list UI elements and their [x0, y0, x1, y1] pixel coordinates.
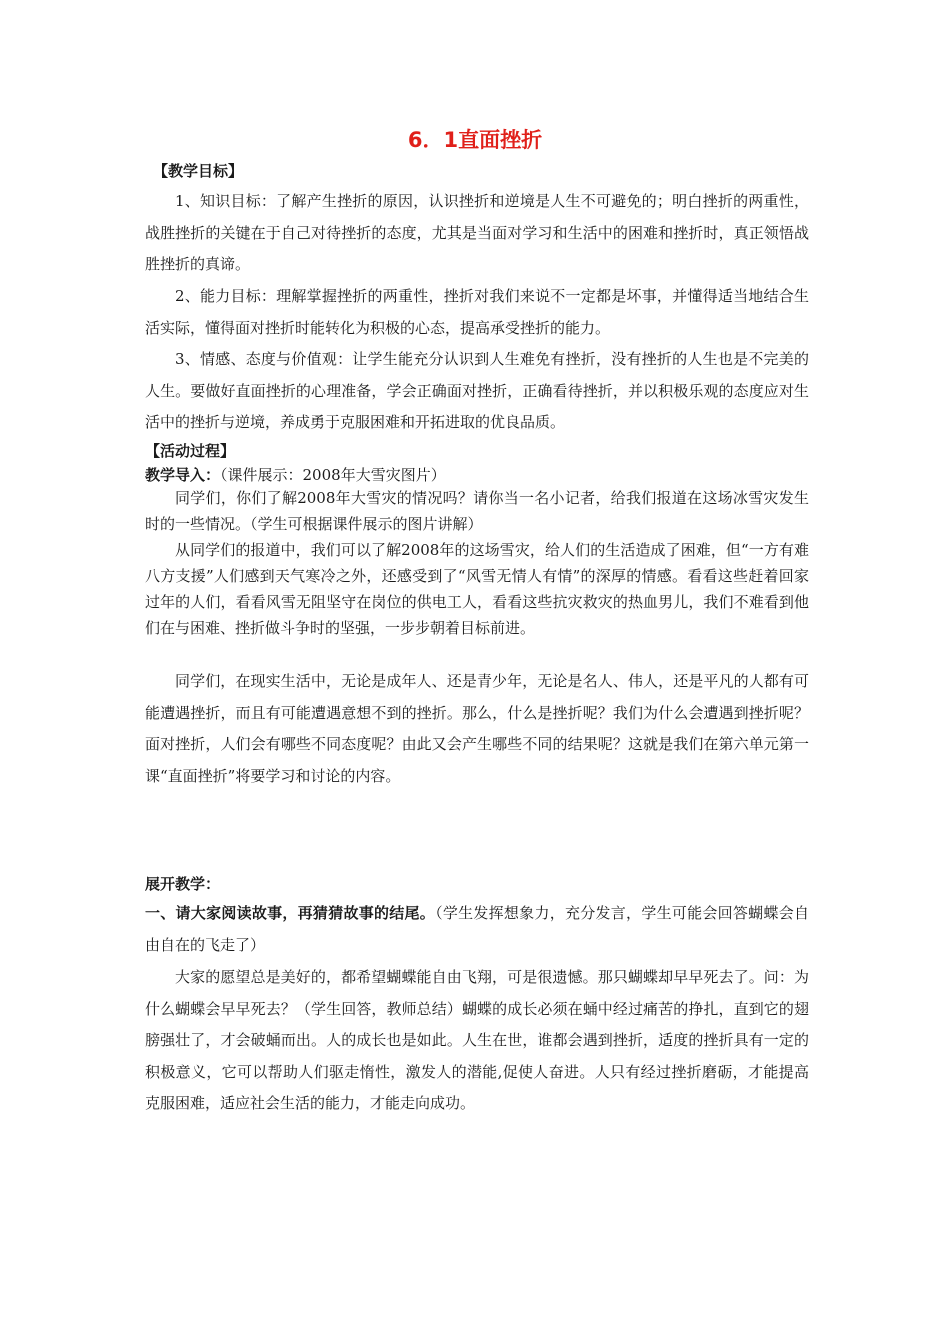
section-one-paragraph: 大家的愿望总是美好的，都希望蝴蝶能自由飞翔，可是很遗憾。那只蝴蝶却早早死去了。问：为什么蝴蝶会早早死去？（学生回答，教师总结）蝴蝶的成长必须在蛹中经过痛苦的挣扎，直到它的翅膀强壮了，才会破蛹而出。人的成长也是如此。人生在世，谁都会遇到挫折，适度的挫折具有一定的积极意义，它可以帮助人们驱走惰性，激发人的潜能,促使人奋进。人只有经过挫折磨砺，才能提高克服困难，适应社会生活的能力，才能走向成功。 — [145, 968, 809, 1112]
intro-note: （课件展示：2008年大雪灾图片） — [220, 466, 446, 484]
intro-paragraph-2: 从同学们的报道中，我们可以了解2008年的这场雪灾，给人们的生活造成了困难，但“一方有难八方支援”人们感到天气寒冷之外，还感受到了“风雪无情人有情”的深厚的情感。看看这些赶着回家过年的人们，看看风雪无阻坚守在岗位的供电工人，看看这些抗灾救灾的热血男儿，我们不难看到他们在与困难、挫折做斗争时的坚强，一步步朝着目标前进。 — [145, 541, 809, 637]
section-one-title: 一、请大家阅读故事，再猜猜故事的结尾。 — [145, 904, 436, 922]
objectives-heading: 【教学目标】 — [153, 162, 244, 180]
intro-paragraph-1: 同学们，你们了解2008年大雪灾的情况吗？请你当一名小记者，给我们报道在这场冰雪灾发生时的一些情况。（学生可根据课件展示的图片讲解） — [145, 489, 809, 533]
intro-paragraph-3: 同学们，在现实生活中，无论是成年人、还是青少年，无论是名人、伟人，还是平凡的人都有可能遭遇挫折，而且有可能遭遇意想不到的挫折。那么，什么是挫折呢？我们为什么会遭遇到挫折呢？面对挫折，人们会有哪些不同态度呢？由此又会产生哪些不同的结果呢？这就是我们在第六单元第一课“直面挫折”将要学习和讨论的内容。 — [145, 672, 809, 785]
objective-ability: 2、能力目标：理解掌握挫折的两重性，挫折对我们来说不一定都是坏事，并懂得适当地结合生活实际，懂得面对挫折时能转化为积极的心态，提高承受挫折的能力。 — [145, 287, 809, 337]
page-title: 6．1直面挫折 — [407, 128, 543, 152]
objective-emotion: 3、情感、态度与价值观：让学生能充分认识到人生难免有挫折，没有挫折的人生也是不完美的人生。要做好直面挫折的心理准备，学会正确面对挫折，正确看待挫折，并以积极乐观的态度应对生活中的挫折与逆境，养成勇于克服困难和开拓进取的优良品质。 — [145, 350, 809, 431]
section-one — [145, 898, 809, 961]
intro-label: 教学导入： — [145, 466, 221, 484]
objective-knowledge: 1、知识目标：了解产生挫折的原因，认识挫折和逆境是人生不可避免的；明白挫折的两重性，战胜挫折的关键在于自己对待挫折的态度，尤其是当面对学习和生活中的困难和挫折时，真正领悟战胜挫折的真谛。 — [145, 192, 809, 273]
process-heading: 【活动过程】 — [145, 442, 236, 460]
teaching-heading: 展开教学： — [145, 875, 221, 893]
intro-line — [145, 464, 809, 485]
section-one-note: （学生发挥想象力，充分发言，学生可能会回答蝴蝶会自由自在的飞走了） — [145, 904, 809, 954]
